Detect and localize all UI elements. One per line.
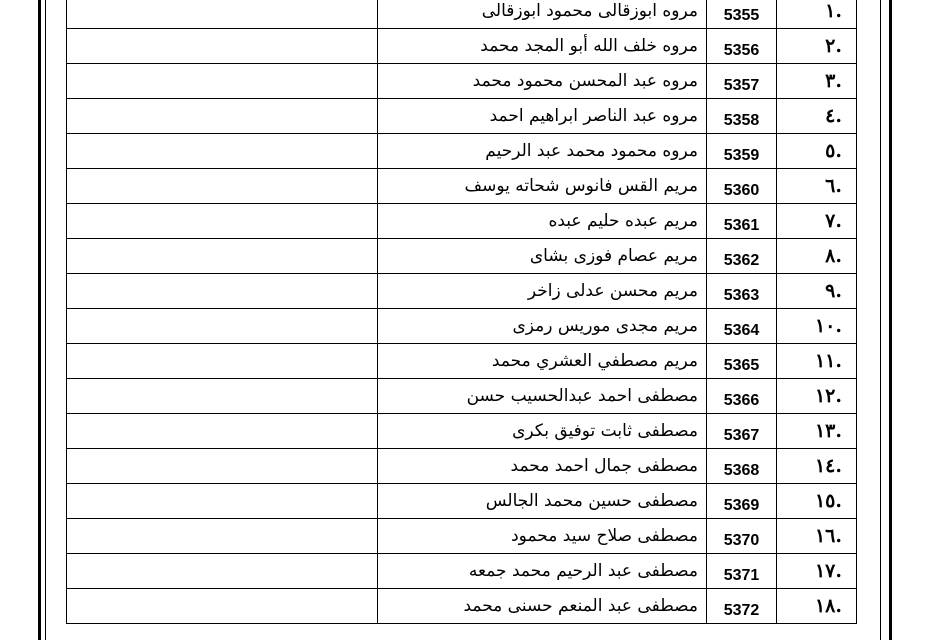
student-name: مريم عبده حليم عبده (378, 204, 707, 239)
notes-cell (67, 64, 378, 99)
row-index: .١٠ (777, 309, 857, 344)
student-name: مروه ابوزقالى محمود ابوزقالى (378, 0, 707, 29)
student-name: مريم محسن عدلى زاخر (378, 274, 707, 309)
table-row (67, 64, 857, 99)
row-index: .٦ (777, 169, 857, 204)
row-index: .١٥ (777, 484, 857, 519)
row-index: .١٨ (777, 589, 857, 624)
seat-number: 5368 (707, 449, 777, 484)
row-index: .١ (777, 0, 857, 29)
student-name: مروه عبد الناصر ابراهيم احمد (378, 99, 707, 134)
seat-number: 5365 (707, 344, 777, 379)
seat-number: 5363 (707, 274, 777, 309)
table-row (67, 134, 857, 169)
notes-cell (67, 169, 378, 204)
student-roster-table (66, 0, 857, 624)
notes-cell (67, 344, 378, 379)
notes-cell (67, 554, 378, 589)
seat-number: 5370 (707, 519, 777, 554)
row-index: .١٢ (777, 379, 857, 414)
seat-number: 5364 (707, 309, 777, 344)
row-index: .٣ (777, 64, 857, 99)
seat-number: 5356 (707, 29, 777, 64)
notes-cell (67, 239, 378, 274)
seat-number: 5355 (707, 0, 777, 29)
table-row (67, 379, 857, 414)
notes-cell (67, 379, 378, 414)
seat-number: 5359 (707, 134, 777, 169)
student-name: مروه محمود محمد عبد الرحيم (378, 134, 707, 169)
table-row (67, 169, 857, 204)
seat-number: 5372 (707, 589, 777, 624)
row-index: .١٣ (777, 414, 857, 449)
row-index: .١٦ (777, 519, 857, 554)
table-row (67, 274, 857, 309)
seat-number: 5361 (707, 204, 777, 239)
seat-number: 5367 (707, 414, 777, 449)
table-row (67, 554, 857, 589)
student-name: مصطفى جمال احمد محمد (378, 449, 707, 484)
row-index: .٨ (777, 239, 857, 274)
notes-cell (67, 484, 378, 519)
row-index: .٧ (777, 204, 857, 239)
seat-number: 5360 (707, 169, 777, 204)
table-row (67, 239, 857, 274)
student-name: مصطفى حسين محمد الجالس (378, 484, 707, 519)
table-row (67, 589, 857, 624)
student-name: مصطفى صلاح سيد محمود (378, 519, 707, 554)
table-row (67, 344, 857, 379)
table-row (67, 204, 857, 239)
student-name: مصطفى احمد عبدالحسيب حسن (378, 379, 707, 414)
table-row (67, 309, 857, 344)
table-row (67, 29, 857, 64)
notes-cell (67, 589, 378, 624)
student-name: مريم مجدى موريس رمزى (378, 309, 707, 344)
notes-cell (67, 134, 378, 169)
seat-number: 5357 (707, 64, 777, 99)
table-row (67, 484, 857, 519)
notes-cell (67, 309, 378, 344)
table-row (67, 414, 857, 449)
notes-cell (67, 99, 378, 134)
seat-number: 5369 (707, 484, 777, 519)
notes-cell (67, 414, 378, 449)
seat-number: 5366 (707, 379, 777, 414)
student-name: مصطفى عبد المنعم حسنى محمد (378, 589, 707, 624)
student-name: مريم القس فانوس شحاته يوسف (378, 169, 707, 204)
notes-cell (67, 204, 378, 239)
notes-cell (67, 449, 378, 484)
table-row (67, 0, 857, 29)
table-row (67, 519, 857, 554)
student-name: مريم عصام فوزى بشاى (378, 239, 707, 274)
row-index: .٢ (777, 29, 857, 64)
student-name: مروه خلف الله أبو المجد محمد (378, 29, 707, 64)
row-index: .١٤ (777, 449, 857, 484)
seat-number: 5358 (707, 99, 777, 134)
notes-cell (67, 274, 378, 309)
student-name: مروه عبد المحسن محمود محمد (378, 64, 707, 99)
row-index: .٤ (777, 99, 857, 134)
seat-number: 5362 (707, 239, 777, 274)
row-index: .١١ (777, 344, 857, 379)
notes-cell (67, 29, 378, 64)
table-row (67, 99, 857, 134)
student-name: مصطفى ثابت توفيق بكرى (378, 414, 707, 449)
notes-cell (67, 519, 378, 554)
notes-cell (67, 0, 378, 29)
row-index: .٩ (777, 274, 857, 309)
student-name: مريم مصطفي العشري محمد (378, 344, 707, 379)
row-index: .١٧ (777, 554, 857, 589)
table-row (67, 449, 857, 484)
student-name: مصطفى عبد الرحيم محمد جمعه (378, 554, 707, 589)
row-index: .٥ (777, 134, 857, 169)
seat-number: 5371 (707, 554, 777, 589)
